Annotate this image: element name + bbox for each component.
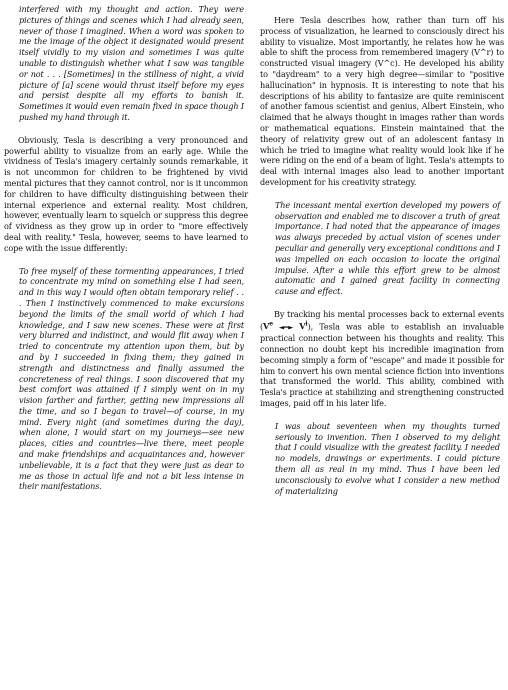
tesla-quote-cause-effect: The incessant mental exertion developed my powers of observation and enabled me to discover a truth of great importance. I had noted that the appearance of images was always preceded by actual vision of scenes under peculiar and generally very exceptional conditions and I was impelled on each occasion to locate the original impulse. After a while this effort grew to be almost automatic and I gained great facility in connecting cause and effect. (275, 199, 500, 297)
double-arrow-icon: ◄━► (272, 323, 300, 332)
notation-external: Ve (263, 320, 273, 332)
paragraph-start: By tracking his mental processes back to external events ( (260, 308, 504, 332)
paragraph-directed-visualization: Here Tesla describes how, rather than turn off his process of visualization, he learned to consciously direct his ability to visualize. Most importantly, he relates how he was able to shift the process from remembered imagery (V^r) to constructed visual imagery (V^c). He developed his ability to "daydream" to a very high degree—similar to "positive hallucination" in hypnosis. It is interesting to note that his descriptions of his ability to fantasize are quite reminiscent of another famous scientist and genius, Albert Einstein, who claimed that he always thought in images rather than words or mathematical equations. Einstein maintained that the theory of relativity grew out of an adolescent fantasy in which he tried to imagine what reality would look like if he were riding on the end of a beam of light. Tesla's attempts to deal with internal images also lead to another important development for his creativity strategy. (260, 15, 504, 187)
paragraph-visualization-childhood: Obviously, Tesla is describing a very pronounced and powerful ability to visualize from an early age. While the vividness of Tesla's imagery certainly sounds remarkable, it is not uncommon for children to be frightened by vivid mental pictures that they cannot control, nor is it uncommon for children to have difficulty distinguishing between their internal experience and external reality. Most children, however, eventually learn to squelch or suppress this degree of vividness as they grow up in order to "more effectively deal with reality." Tesla, however, seems to have learned to cope with the issue differently: (4, 134, 248, 253)
tesla-quote-mental-journeys: To free myself of these tormenting appearances, I tried to concentrate my mind on something else I had seen, and in this way I would often obtain temporary relief . . . Then I instinctively commenced to make excursions beyond the limits of the small world of which I had knowledge, and I saw new scenes. These were at first very blurred and indistinct, and would flit away when I tried to concentrate my attention upon them, but by and by I succeeded in fixing them; they gained in strength and distinctness and finally assumed the concreteness of real things. I soon discovered that my best comfort was attained if I simply went on in my vision farther and farther, getting new impressions all the time, and so I began to travel—of course, in my mind. Every night (and sometimes during the day), when alone, I would start on my journeys—see new places, cities and countries—live there, meet people and make friendships and acquaintances and, however unbelievable, it is a fact that they were just as dear to me as those in actual life and not a bit less intense in their manifestations. (19, 265, 244, 492)
paragraph-rest: ), Tesla was able to establish an invaluable practical connection between his thoughts and reality. This connection no doubt kept his incredible imagination from becoming simply a form of "escape" and made it possible for him to convert his own mental science fiction into inventions that transformed the world. This ability, combined with Tesla's practice at stabilizing and strengthening constructed images, paid off in his later life. (260, 321, 504, 408)
tesla-quote-vivid-images: interfered with my thought and action. They were pictures of things and scenes which I had already seen, never of those I imagined. When a word was spoken to me the image of the object it designated would present itself vividly to my vision and sometimes I was quite unable to distinguish whether what I saw was tangible or not . . . [Sometimes] in the stillness of night, a vivid picture of [a] scene would thrust itself before my eyes and persist despite all my efforts to banish it. Sometimes it would even remain fixed in space though I pushed my hand through it. (19, 4, 244, 122)
notation-internal: $V^i$ (299, 320, 308, 332)
paragraph-external-events (260, 309, 504, 409)
left-column (4, 4, 248, 492)
tesla-quote-invention: I was about seventeen when my thoughts turned seriously to invention. Then I observed to my delight that I could visualize with the greatest facility. I needed no models, drawings or experiments. I could picture them all as real in my mind. Thus I have been led unconsciously to evolve what I consider a new method of materializing (275, 420, 500, 496)
right-column (260, 4, 504, 496)
